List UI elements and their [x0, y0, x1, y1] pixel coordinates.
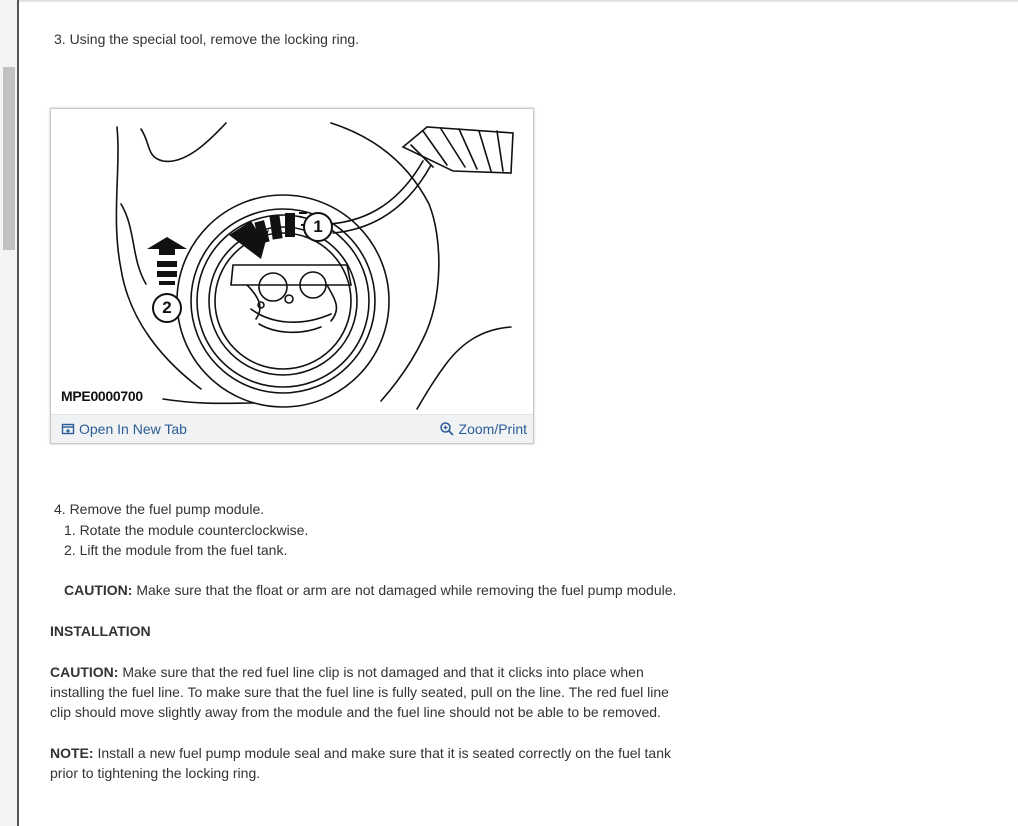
top-divider — [19, 0, 1018, 3]
installation-note — [50, 743, 690, 783]
caution-text: Make sure that the float or arm are not damaged while removing the fuel pump module. — [132, 582, 677, 598]
installation-caution-label: CAUTION: — [50, 664, 119, 680]
step-4-substep-2: 2. Lift the module from the fuel tank. — [64, 542, 288, 558]
step-4-substep-1: 1. Rotate the module counterclockwise. — [64, 522, 309, 538]
note-label: NOTE: — [50, 745, 94, 761]
installation-heading-text: INSTALLATION — [50, 623, 151, 639]
step-4-caution — [64, 580, 676, 600]
caution-label: CAUTION: — [64, 582, 133, 598]
open-in-new-tab-label: Open In New Tab — [79, 421, 187, 437]
scrollbar-track[interactable] — [0, 0, 19, 826]
figure-code: MPE0000700 — [61, 388, 143, 404]
callout-1: 1 — [303, 212, 333, 242]
illustration-figure — [50, 108, 534, 444]
step-3-text: 3. Using the special tool, remove the locking ring. — [54, 31, 360, 47]
zoom-print-link[interactable] — [439, 421, 527, 437]
zoom-print-label: Zoom/Print — [458, 421, 527, 437]
scrollbar-thumb[interactable] — [3, 67, 15, 250]
zoom-icon — [439, 421, 455, 437]
open-in-new-tab-link[interactable] — [61, 421, 187, 437]
callout-2: 2 — [152, 293, 182, 323]
new-tab-icon — [61, 422, 75, 436]
installation-heading — [50, 621, 690, 641]
note-text: Install a new fuel pump module seal and make sure that it is seated correctly on the fuel tank prior to tightening the locking ring. — [50, 745, 671, 781]
installation-caution — [50, 662, 690, 722]
lift-arrow-icon — [51, 109, 533, 415]
step-4-title: 4. Remove the fuel pump module. — [54, 501, 265, 517]
installation-caution-text: Make sure that the red fuel line clip is not damaged and that it clicks into place when installing the fuel line. To make sure that the fuel line is fully seated, pull on the line. The red fuel line clip should move slightly away from the module and the fuel line should not be able to be removed. — [50, 664, 669, 720]
figure-toolbar — [51, 414, 533, 443]
